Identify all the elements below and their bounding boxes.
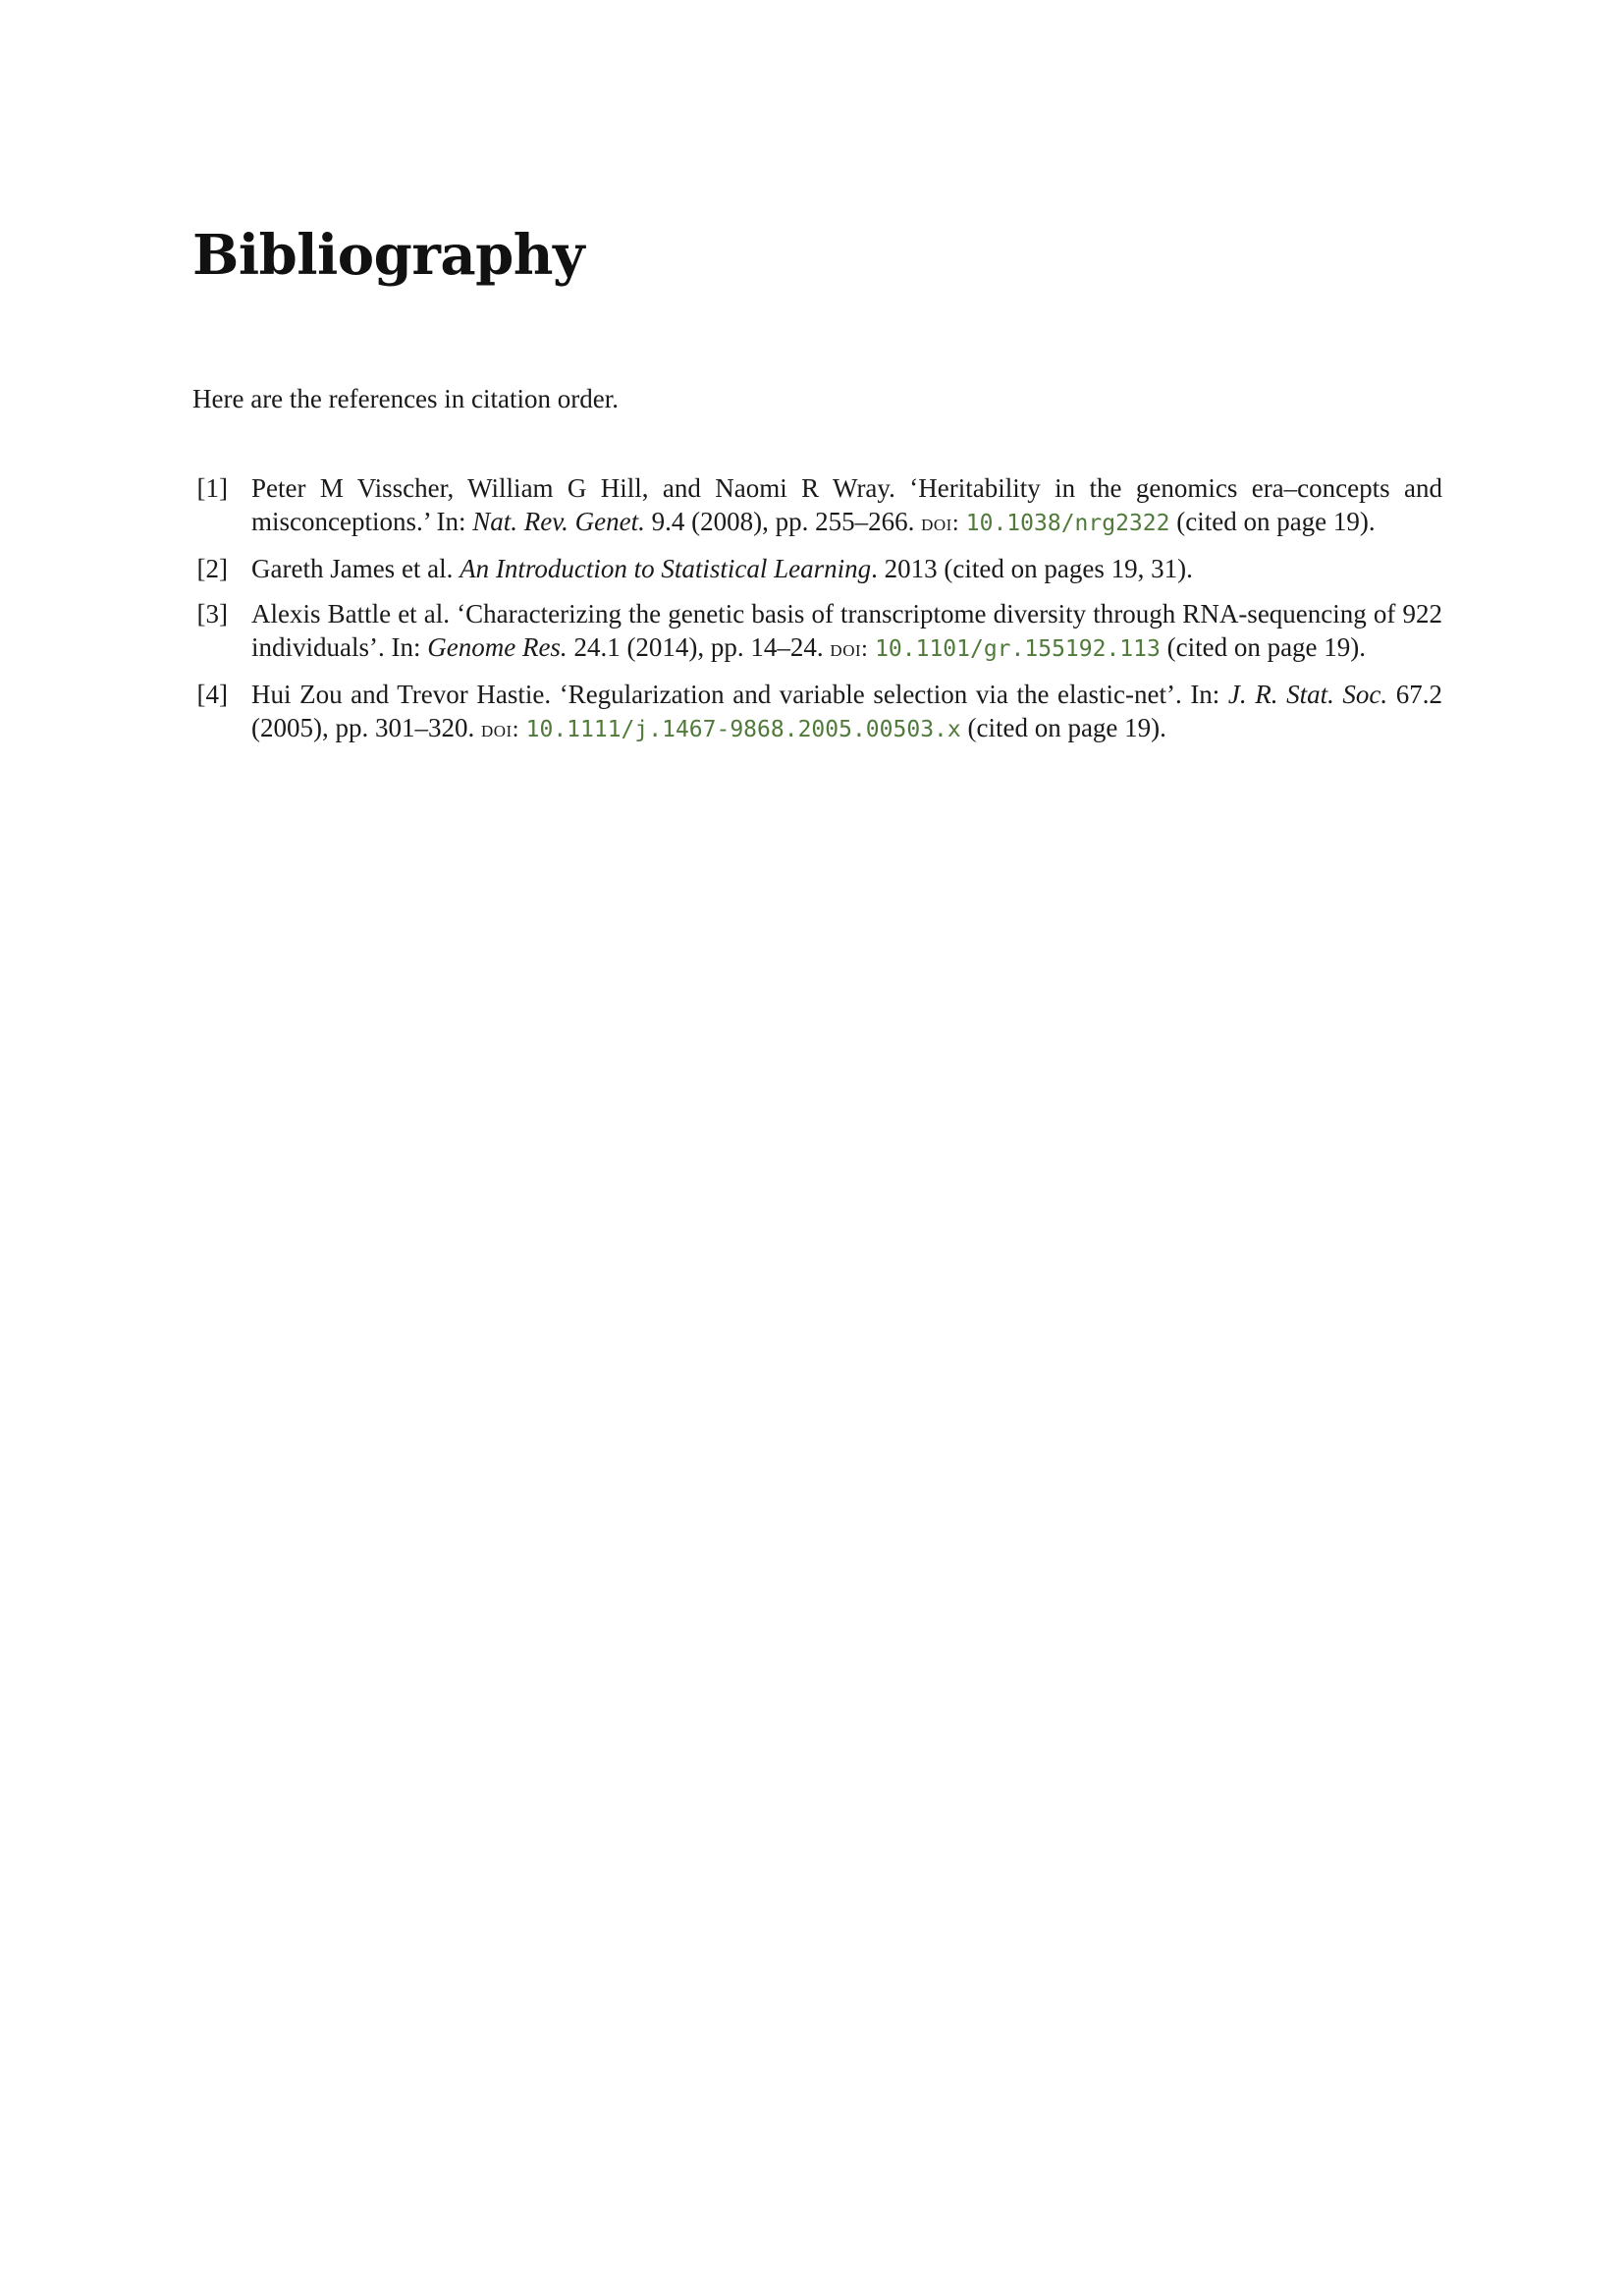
reference-details: 67.2 (2005), pp. 301–320. (251, 680, 1442, 742)
doi-label: doi: (921, 511, 960, 536)
intro-text: Here are the references in citation order. (192, 384, 620, 413)
reference-cited: (cited on page 19). (1169, 507, 1376, 536)
reference-journal: Nat. Rev. Genet. (472, 507, 645, 536)
reference-details: 24.1 (2014), pp. 14–24. (567, 632, 831, 662)
doi-link[interactable]: 10.1038/nrg2322 (965, 511, 1170, 536)
reference-entry-2 (192, 552, 1442, 585)
reference-entry-1 (192, 471, 1442, 540)
reference-number: [2] (196, 554, 228, 583)
doi-label: doi: (480, 717, 519, 742)
reference-booktitle: An Introduction to Statistical Learning (460, 554, 872, 583)
reference-journal: J. R. Stat. Soc. (1227, 680, 1388, 709)
reference-number: [1] (196, 473, 228, 503)
reference-authors-title: Peter M Visscher, William G Hill, and Naomi R Wray. ‘Heritability in the genomics era–concepts and misconceptions.’ In: (251, 473, 1442, 536)
reference-authors-title: Alexis Battle et al. ‘Characterizing the genetic basis of transcriptome diversity through RNA-sequencing of 922 individuals’. In: (251, 599, 1442, 662)
chapter-title: Bibliography (192, 223, 585, 288)
reference-entry-4 (192, 678, 1442, 746)
reference-number: [3] (196, 599, 228, 629)
reference-cited: (cited on page 19). (1160, 632, 1367, 662)
doi-label: doi: (830, 636, 869, 662)
reference-list (192, 471, 1442, 758)
reference-journal: Genome Res. (427, 632, 568, 662)
reference-details: . 2013 (cited on pages 19, 31). (871, 554, 1193, 583)
doi-link[interactable]: 10.1101/gr.155192.113 (875, 636, 1161, 662)
reference-number: [4] (196, 680, 228, 709)
reference-cited: (cited on page 19). (960, 713, 1166, 742)
reference-entry-3 (192, 597, 1442, 666)
reference-details: 9.4 (2008), pp. 255–266. (644, 507, 922, 536)
reference-authors: Gareth James et al. (251, 554, 460, 583)
reference-authors-title: Hui Zou and Trevor Hastie. ‘Regularization and variable selection via the elastic-net’. In: (251, 680, 1228, 709)
doi-link[interactable]: 10.1111/j.1467-9868.2005.00503.x (525, 717, 961, 742)
